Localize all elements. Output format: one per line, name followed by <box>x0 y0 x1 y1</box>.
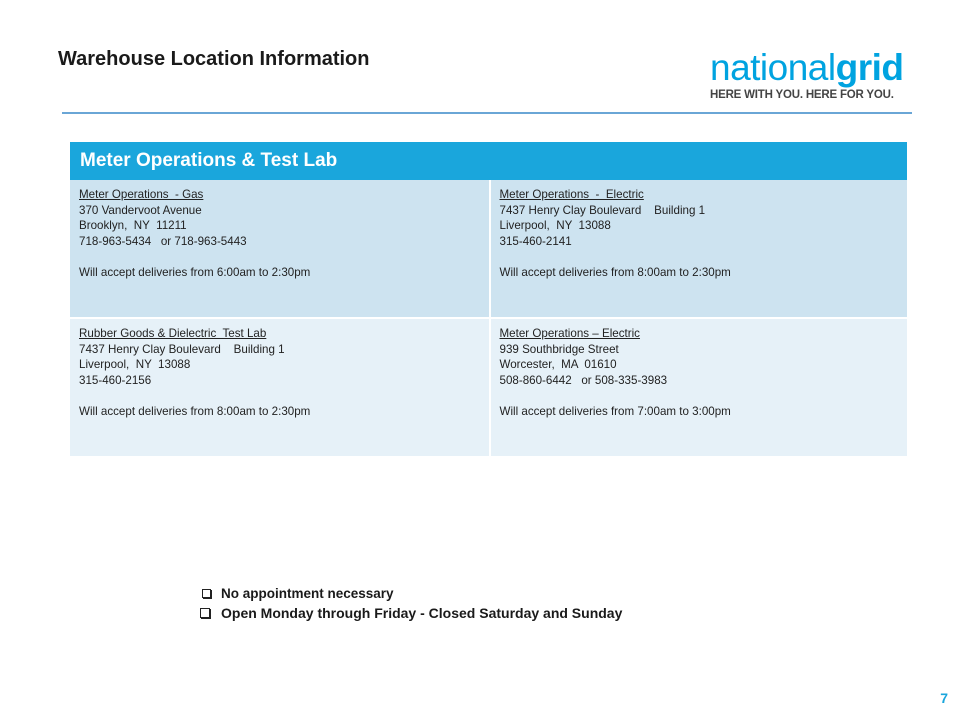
notes-list <box>200 583 622 623</box>
location-phone: 508-860-6442 or 508-335-3983 <box>499 373 668 387</box>
location-phone: 315-460-2156 <box>79 373 152 387</box>
page-number: 7 <box>940 690 948 706</box>
header-divider <box>62 112 912 114</box>
location-city: Brooklyn, NY 11211 <box>79 219 187 233</box>
logo-word-bold: grid <box>835 47 904 88</box>
spacer <box>79 249 480 265</box>
spacer <box>500 388 899 404</box>
square-bullet-icon <box>202 589 211 598</box>
location-city: Liverpool, NY 13088 <box>499 219 611 233</box>
location-address: 370 Vandervoot Avenue <box>79 203 202 217</box>
national-grid-logo <box>710 48 915 101</box>
location-hours: Will accept deliveries from 7:00am to 3:00pm <box>499 404 731 418</box>
table-header: Meter Operations & Test Lab <box>70 142 907 180</box>
location-heading: Meter Operations - Electric <box>499 188 644 201</box>
location-cell-meter-ops-electric-worcester <box>489 319 908 456</box>
square-bullet-icon <box>200 608 210 618</box>
location-cell-rubber-goods-lab <box>70 319 489 456</box>
location-phone: 718-963-5434 or 718-963-5443 <box>79 234 247 248</box>
location-phone: 315-460-2141 <box>499 234 572 248</box>
location-cell-meter-ops-electric-liverpool <box>489 180 908 317</box>
location-city: Worcester, MA 01610 <box>499 358 617 372</box>
logo-word-light: national <box>710 47 836 88</box>
page-title: Warehouse Location Information <box>58 48 370 70</box>
location-address: 939 Southbridge Street <box>499 342 619 356</box>
note-text: Open Monday through Friday - Closed Saturday and Sunday <box>221 605 623 621</box>
spacer <box>79 388 480 404</box>
table-row <box>70 317 907 456</box>
location-heading: Meter Operations - Gas <box>79 188 204 201</box>
note-item <box>200 583 622 603</box>
spacer <box>500 249 899 265</box>
location-hours: Will accept deliveries from 8:00am to 2:30pm <box>499 265 731 279</box>
location-address: 7437 Henry Clay Boulevard Building 1 <box>79 342 285 356</box>
location-address: 7437 Henry Clay Boulevard Building 1 <box>499 203 706 217</box>
location-heading: Meter Operations – Electric <box>499 327 640 340</box>
logo-wordmark <box>710 48 915 88</box>
locations-table <box>70 142 907 456</box>
logo-tagline: HERE WITH YOU. HERE FOR YOU. <box>710 89 894 101</box>
note-item <box>200 603 622 623</box>
location-hours: Will accept deliveries from 6:00am to 2:30pm <box>79 265 311 279</box>
location-cell-meter-ops-gas <box>70 180 489 317</box>
location-city: Liverpool, NY 13088 <box>79 358 191 372</box>
table-row <box>70 180 907 317</box>
note-text: No appointment necessary <box>221 585 394 601</box>
location-hours: Will accept deliveries from 8:00am to 2:30pm <box>79 404 311 418</box>
location-heading: Rubber Goods & Dielectric Test Lab <box>79 327 267 340</box>
